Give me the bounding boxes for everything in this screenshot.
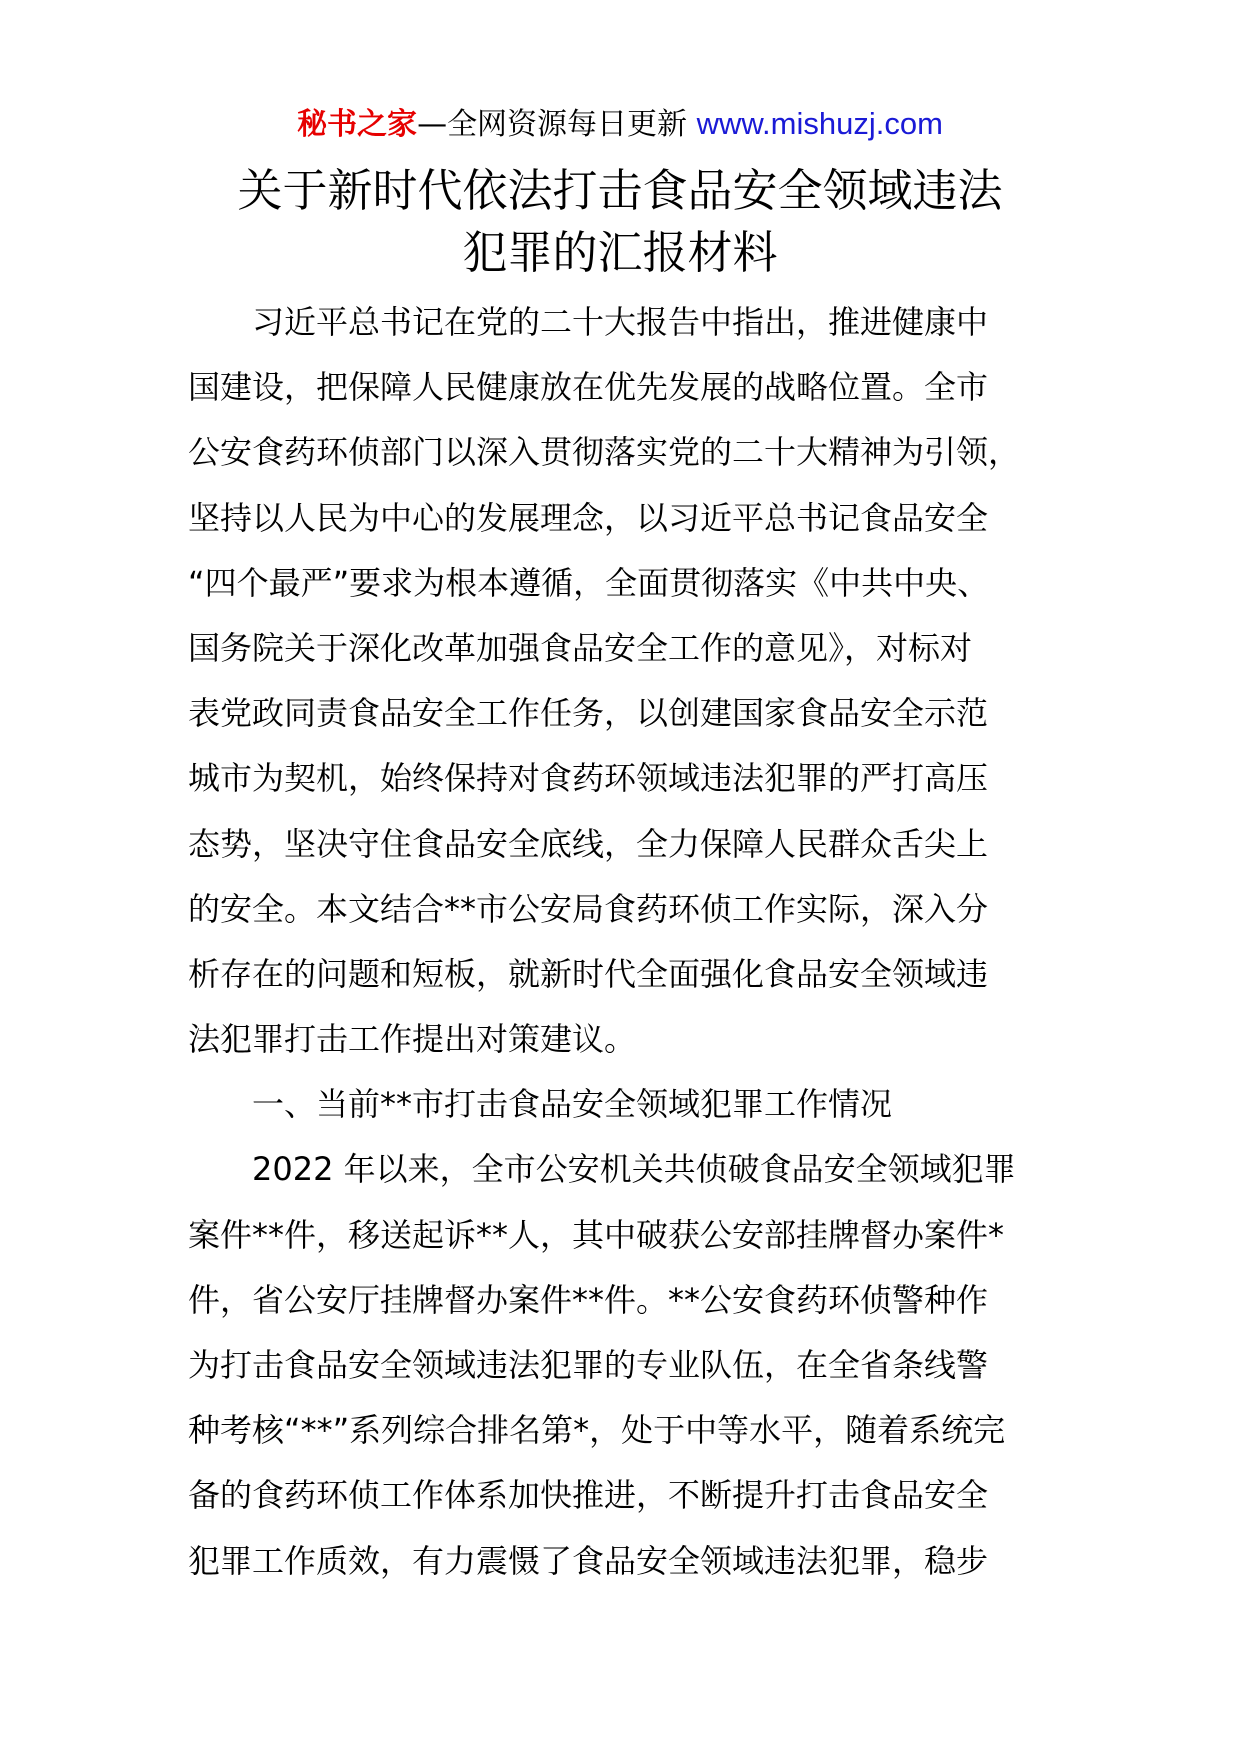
body-line: 备的食药环侦工作体系加快推进，不断提升打击食品安全	[188, 1476, 989, 1515]
body-line: 态势，坚决守住食品安全底线，全力保障人民群众舌尖上	[188, 824, 989, 863]
body-line: 法犯罪打击工作提出对策建议。	[188, 1020, 637, 1059]
body-line: 件，省公安厅挂牌督办案件**件。**公安食药环侦警种作	[188, 1280, 989, 1319]
body-line: 2022 年以来，全市公安机关共侦破食品安全领域犯罪	[252, 1150, 1016, 1189]
body-line: 城市为契机，始终保持对食药环领域违法犯罪的严打高压	[188, 759, 989, 798]
section-heading: 一、当前**市打击食品安全领域犯罪工作情况	[252, 1085, 893, 1124]
body-line: 表党政同责食品安全工作任务，以创建国家食品安全示范	[188, 694, 989, 733]
body-line: “四个最严”要求为根本遵循，全面贯彻落实《中共中央、	[188, 563, 990, 602]
document-body	[188, 290, 1068, 1594]
document-title-line-2: 犯罪的汇报材料	[462, 226, 778, 279]
body-line: 种考核“**”系列综合排名第*，处于中等水平，随着系统完	[188, 1411, 1006, 1450]
body-line: 习近平总书记在党的二十大报告中指出，推进健康中	[252, 303, 989, 341]
body-line: 为打击食品安全领域违法犯罪的专业队伍，在全省条线警	[188, 1346, 989, 1384]
body-line: 犯罪工作质效，有力震慑了食品安全领域违法犯罪，稳步	[188, 1541, 989, 1580]
document-title	[0, 160, 1240, 284]
document-title-line-1: 关于新时代依法打击食品安全领域违法	[237, 164, 1003, 217]
site-url-link[interactable]: www.mishuzj.com	[696, 106, 943, 141]
site-tagline: —全网资源每日更新	[417, 107, 688, 142]
body-line: 国建设，把保障人民健康放在优先发展的战略位置。全市	[188, 368, 989, 407]
body-line: 案件**件，移送起诉**人，其中破获公安部挂牌督办案件*	[188, 1215, 1005, 1254]
body-line: 公安食药环侦部门以深入贯彻落实党的二十大精神为引领，	[188, 433, 1021, 472]
body-line: 坚持以人民为中心的发展理念，以习近平总书记食品安全	[188, 498, 989, 537]
site-brand: 秘书之家	[297, 107, 418, 142]
body-line: 析存在的问题和短板，就新时代全面强化食品安全领域违	[188, 954, 989, 993]
body-line: 的安全。本文结合**市公安局食药环侦工作实际，深入分	[188, 889, 989, 928]
body-line: 国务院关于深化改革加强食品安全工作的意见》，对标对	[188, 628, 973, 667]
site-header	[0, 104, 1240, 145]
